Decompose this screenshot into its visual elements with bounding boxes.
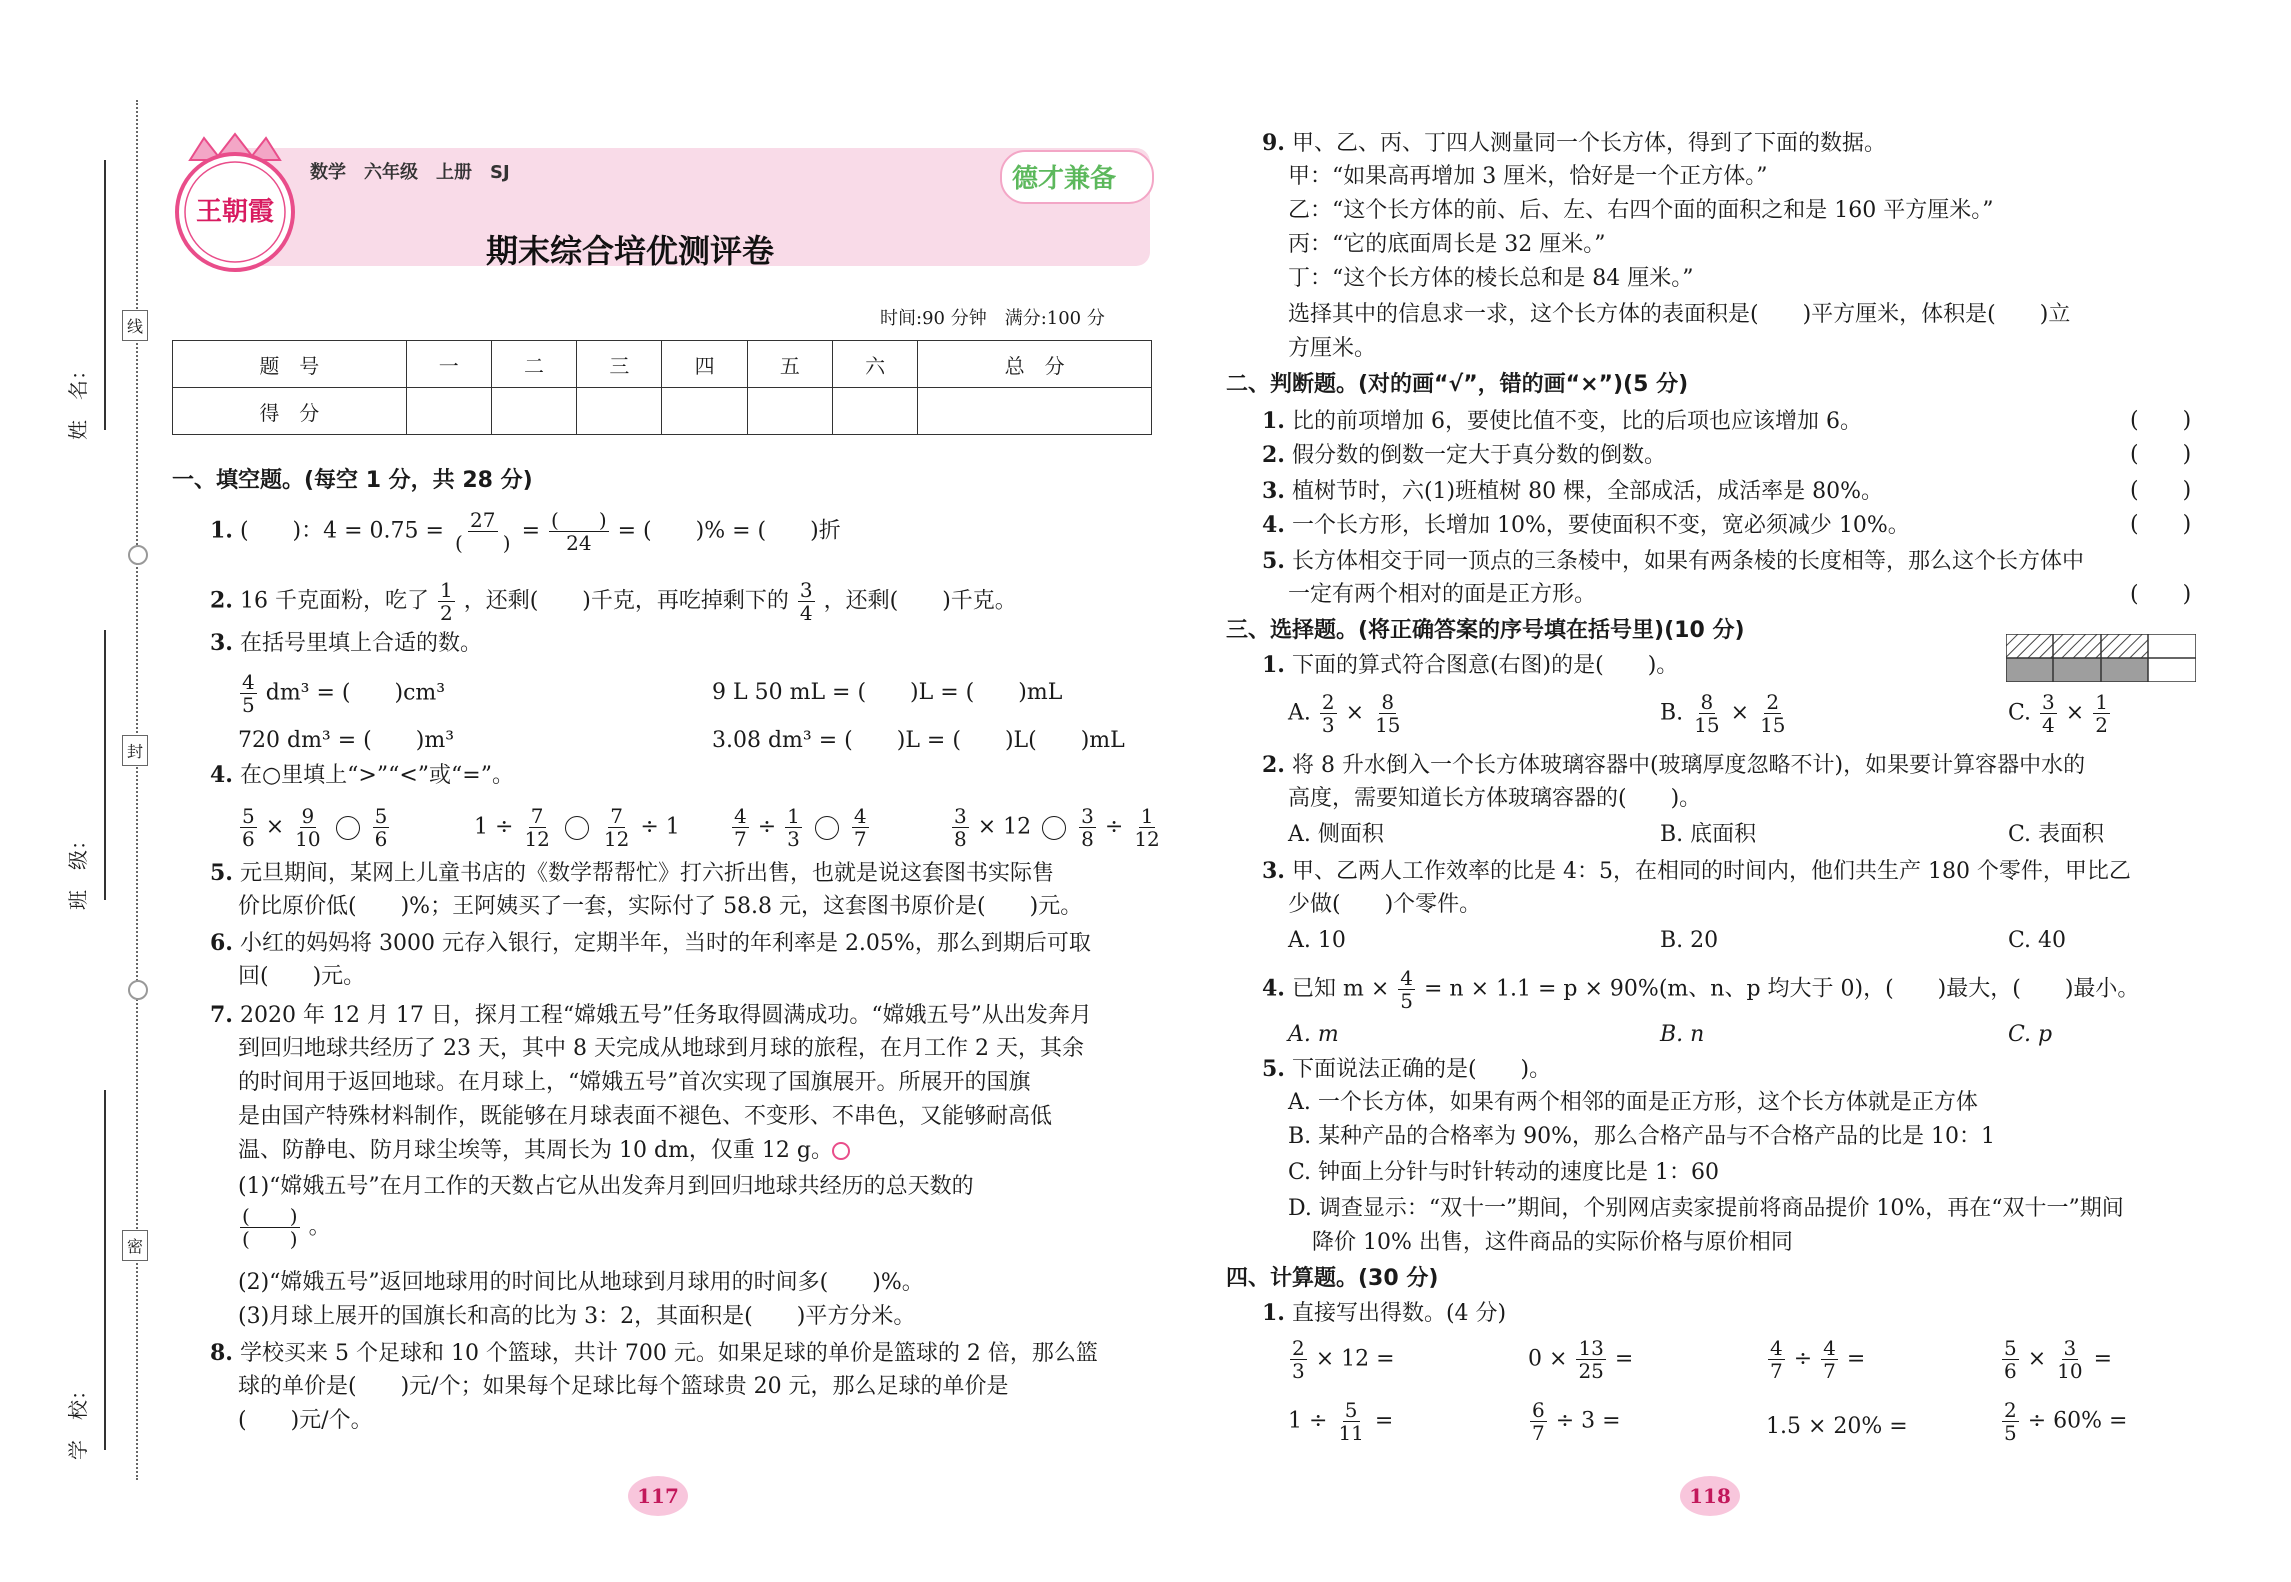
logo-text: 王朝霞 [195,197,275,227]
choice-4-option-c[interactable]: C. p [2008,1022,2053,1047]
name-underline [104,160,106,430]
question-7-line: 到回归地球共经历了 23 天，其中 8 天完成从地球到月球的旅程，在月工作 2 天，其余 [238,1036,1084,1061]
choice-2: 2. 将 8 升水倒入一个长方体玻璃容器中(玻璃厚度忽略不计)，如果要计算容器中水的 [1262,752,2086,778]
table-cell: 二 [491,341,576,388]
choice-3: 3. 甲、乙两人工作效率的比是 4：5，在相同的时间内，他们共生产 180 个零件，甲比乙 [1262,858,2131,884]
choice-3-option-c[interactable]: C. 40 [2008,928,2067,953]
calc-expr: $\frac{6}{7}$ ÷ 3 = [1532,1398,1621,1445]
choice-4-option-b[interactable]: B. n [1660,1022,1705,1047]
judge-answer-paren[interactable]: ( ) [2130,408,2192,433]
school-underline [104,1090,106,1450]
judge-item: 5. 长方体相交于同一顶点的三条棱中，如果有两条棱的长度相等，那么这个长方体中 [1262,548,2084,574]
choice-1-option-b[interactable]: B. $\frac{8}{15}$ × $\frac{2}{15}$ [1660,690,1786,737]
section-2-heading: 二、判断题。(对的画“√”，错的画“×”)(5 分) [1226,372,1689,397]
question-7: 7. 2020 年 12 月 17 日，探月工程“嫦娥五号”任务取得圆满成功。“嫦娥五号”从出发奔月 [210,1002,1092,1028]
q4-expr-3: $\frac{4}{7}$ ÷ $\frac{1}{3}$ $\frac{4}{7}$ [734,804,867,851]
q1-part-a: ( )：4 = 0.75 = [239,518,444,544]
judge-item: 2. 假分数的倒数一定大于真分数的倒数。 [1262,442,1666,468]
q7-sub-3: (3)月球上展开的国旗长和高的比为 3：2，其面积是( )平方分米。 [238,1304,916,1329]
school-label: 学 校： [66,1380,90,1460]
choice-1-option-c[interactable]: C. $\frac{3}{4}$ × $\frac{1}{2}$ [2008,690,2108,737]
table-cell: 三 [577,341,662,388]
score-input-cell[interactable] [491,388,576,435]
calc-expr: $\frac{2}{3}$ × 12 = [1292,1336,1395,1383]
judge-item: 1. 比的前项增加 6，要使比值不变，比的后项也应该增加 6。 [1262,408,1862,434]
compare-circle[interactable] [565,816,589,840]
question-2: 2. 16 千克面粉，吃了 $\frac{1}{2}$ ，还剩( )千克，再吃掉剩下的 $\frac{3}{4}$ ，还剩( )千克。 [210,578,1017,625]
q-num: 2. [210,587,233,614]
cut-mark-feng: 封 [122,735,148,766]
table-cell: 四 [662,341,747,388]
q7-sub-1: (1)“嫦娥五号”在月工作的天数占它从出发奔月到回归地球共经历的总天数的 [238,1174,974,1199]
fraction: $\frac{27}{( )}$ [454,508,511,555]
q3-item-d: 3.08 dm³ = ( )L = ( )L( )mL [712,728,1125,753]
judge-answer-paren[interactable]: ( ) [2130,582,2192,607]
question-8-line: 球的单价是( )元/个；如果每个足球比每个篮球贵 20 元，那么足球的单价是 [238,1374,1009,1399]
choice-2-line-2: 高度，需要知道长方体玻璃容器的( )。 [1288,786,1702,811]
choice-3-option-a[interactable]: A. 10 [1288,928,1346,953]
calc-expr: $\frac{5}{6}$ × $\frac{3}{10}$ = [2004,1336,2113,1383]
score-input-cell[interactable] [833,388,918,435]
choice-2-option-c[interactable]: C. 表面积 [2008,822,2105,847]
table-cell: 题 号 [173,341,407,388]
cut-dot-icon [128,980,148,1000]
q7-sub-2: (2)“嫦娥五号”返回地球用的时间比从地球到月球用的时间多( )%。 [238,1270,924,1295]
q9-line: 选择其中的信息求一求，这个长方体的表面积是( )平方厘米，体积是( )立 [1288,302,2071,327]
choice-2-option-b[interactable]: B. 底面积 [1660,822,1757,847]
q-num: 3. [210,630,233,656]
choice-3-option-b[interactable]: B. 20 [1660,928,1719,953]
score-input-cell[interactable] [662,388,747,435]
cut-mark-mi: 密 [122,1230,148,1261]
q-num: 9. [1262,130,1285,156]
choice-5-option-d[interactable]: D. 调查显示：“双十一”期间，个别网店卖家提前将商品提价 10%，再在“双十一”期间 [1288,1196,2124,1221]
table-cell: 一 [406,341,491,388]
time-info: 时间:90 分钟 满分:100 分 [880,308,1105,329]
q9-line: 丁：“这个长方体的棱长总和是 84 厘米。” [1288,266,1694,291]
class-underline [104,630,106,900]
choice-1: 1. 下面的算式符合图意(右图)的是( )。 [1262,652,1679,678]
q-num: 8. [210,1340,233,1366]
compare-circle[interactable] [815,816,839,840]
table-cell: 六 [833,341,918,388]
question-7-line: 是由国产特殊材料制作，既能够在月球表面不褪色、不变形、不串色，又能够耐高低 [238,1104,1053,1129]
calc-1: 1. 直接写出得数。(4 分) [1262,1300,1507,1326]
q9-line: 乙：“这个长方体的前、后、左、右四个面的面积之和是 160 平方厘米。” [1288,198,1994,223]
pin-icon [832,1142,850,1160]
choice-4-option-a[interactable]: A. m [1288,1022,1339,1047]
question-8: 8. 学校买来 5 个足球和 10 个篮球，共计 700 元。如果足球的单价是篮球的 2 倍，那么篮 [210,1340,1098,1366]
calc-expr: 1.5 × 20% = [1766,1414,1908,1439]
question-4: 4. 在○里填上“>”“<”或“=”。 [210,762,514,788]
cut-dot-icon [128,545,148,565]
judge-answer-paren[interactable]: ( ) [2130,478,2192,503]
q-num: 6. [210,930,233,956]
question-5: 5. 元旦期间，某网上儿童书店的《数学帮帮忙》打六折出售，也就是说这套图书实际售 [210,860,1054,886]
table-row [173,388,1152,435]
exam-title: 期末综合培优测评卷 [486,232,775,270]
calc-expr: 1 ÷ $\frac{5}{11}$ = [1288,1398,1394,1445]
cut-mark-xian: 线 [122,310,148,341]
score-input-cell[interactable] [406,388,491,435]
fraction: $\frac{( )}{24}$ [551,508,607,555]
calc-expr: $\frac{2}{5}$ ÷ 60% = [2004,1398,2128,1445]
cut-line [136,100,138,1480]
judge-item-line-2: 一定有两个相对的面是正方形。 [1288,582,1597,607]
score-input-cell[interactable] [918,388,1152,435]
judge-item: 4. 一个长方形，长增加 10%，要使面积不变，宽必须减少 10%。 [1262,512,1910,538]
badge-text: 德才兼备 [1012,164,1117,194]
section-1-heading: 一、填空题。(每空 1 分，共 28 分) [172,468,533,493]
question-7-line: 温、防静电、防月球尘埃等，其周长为 10 dm，仅重 12 g。 [238,1138,833,1163]
q4-expr-1: $\frac{5}{6}$ × $\frac{9}{10}$ $\frac{5}{6}$ [242,804,388,851]
q-num: 5. [210,860,233,886]
subject-label: 数学 六年级 上册 SJ [310,162,510,183]
q3-item-b: 9 L 50 mL = ( )L = ( )mL [712,680,1063,705]
choice-3-line-2: 少做( )个零件。 [1288,892,1482,917]
q9-line: 丙：“它的底面周长是 32 厘米。” [1288,232,1606,257]
fraction: $\frac{4}{5}$ [242,670,255,717]
fraction: $\frac{1}{2}$ [439,578,453,625]
score-table [172,340,1152,435]
score-input-cell[interactable] [577,388,662,435]
choice-2-option-a[interactable]: A. 侧面积 [1288,822,1384,847]
score-input-cell[interactable] [747,388,832,435]
table-cell: 五 [747,341,832,388]
q9-line: 甲：“如果高再增加 3 厘米，恰好是一个正方体。” [1288,164,1768,189]
question-6: 6. 小红的妈妈将 3000 元存入银行，定期半年，当时的年利率是 2.05%，那么到期后可取 [210,930,1091,956]
q4-expr-2: 1 ÷ $\frac{7}{12}$ $\frac{7}{12}$ ÷ 1 [474,804,680,851]
section-3-heading: 三、选择题。(将正确答案的序号填在括号里)(10 分) [1226,618,1745,643]
page-number: 117 [637,1484,679,1508]
question-5-line-2: 价比原价低( )%；王阿姨买了一套，实际付了 58.8 元，这套图书原价是( )元。 [238,894,1083,919]
choice-5-option-b[interactable]: B. 某种产品的合格率为 90%，那么合格产品与不合格产品的比是 10：1 [1288,1124,1996,1149]
judge-item: 3. 植树节时，六(1)班植树 80 棵，全部成活，成活率是 80%。 [1262,478,1884,504]
logo-seal-icon [170,132,300,274]
q3-item-a: $\frac{4}{5}$ dm³ = ( )cm³ [242,670,446,717]
choice-5-option-a[interactable]: A. 一个长方体，如果有两个相邻的面是正方形，这个长方体就是正方体 [1288,1090,1978,1115]
calc-expr: 0 × $\frac{13}{25}$ = [1528,1336,1634,1383]
table-row [173,341,1152,388]
name-label: 姓 名： [66,360,90,440]
page-number: 118 [1689,1484,1731,1508]
question-7-line: 的时间用于返回地球。在月球上，“嫦娥五号”首次实现了国旗展开。所展开的国旗 [238,1070,1031,1095]
compare-circle[interactable] [1042,816,1066,840]
question-3: 3. 在括号里填上合适的数。 [210,630,482,656]
table-cell: 总 分 [918,341,1152,388]
q-num: 7. [210,1002,233,1028]
compare-circle[interactable] [336,816,360,840]
q-num: 1. [210,517,233,544]
judge-answer-paren[interactable]: ( ) [2130,512,2192,537]
choice-4: 4. 已知 m × $\frac{4}{5}$ = n × 1.1 = p × 90%(m、n、p 均大于 0)，( )最大，( )最小。 [1262,966,2140,1013]
choice-1-option-a[interactable]: A. $\frac{2}{3}$ × $\frac{8}{15}$ [1288,690,1401,737]
question-9: 9. 甲、乙、丙、丁四人测量同一个长方体，得到了下面的数据。 [1262,130,1886,156]
calc-expr: $\frac{4}{7}$ ÷ $\frac{4}{7}$ = [1770,1336,1866,1383]
fraction-bar-diagram [2006,634,2196,682]
q7-sub-1-answer: $\frac{( )}{( )}$ 。 [242,1204,331,1251]
choice-5-option-d-line-2: 降价 10% 出售，这件商品的实际价格与原价相同 [1312,1230,1793,1255]
fraction: $\frac{3}{4}$ [799,578,813,625]
question-1: 1. ( )：4 = 0.75 = $\frac{27}{( )}$ = $\frac{( )}{24}$ = ( )% = ( )折 [210,508,841,555]
class-label: 班 级： [66,830,90,910]
fraction: $\frac{( )}{( )}$ [242,1204,298,1251]
q1-part-b: = ( )% = ( )折 [617,518,841,544]
choice-5: 5. 下面说法正确的是( )。 [1262,1056,1552,1082]
question-8-line: ( )元/个。 [238,1408,373,1433]
q4-expr-4: $\frac{3}{8}$ × 12 $\frac{3}{8}$ ÷ $\frac{1}{12}$ [954,804,1160,851]
question-6-line-2: 回( )元。 [238,964,366,989]
table-cell: 得 分 [173,388,407,435]
judge-answer-paren[interactable]: ( ) [2130,442,2192,467]
q-num: 4. [210,762,233,788]
q3-item-c: 720 dm³ = ( )m³ [238,728,455,753]
choice-5-option-c[interactable]: C. 钟面上分针与时针转动的速度比是 1：60 [1288,1160,1720,1185]
section-4-heading: 四、计算题。(30 分) [1226,1266,1439,1291]
q9-line: 方厘米。 [1288,336,1377,361]
